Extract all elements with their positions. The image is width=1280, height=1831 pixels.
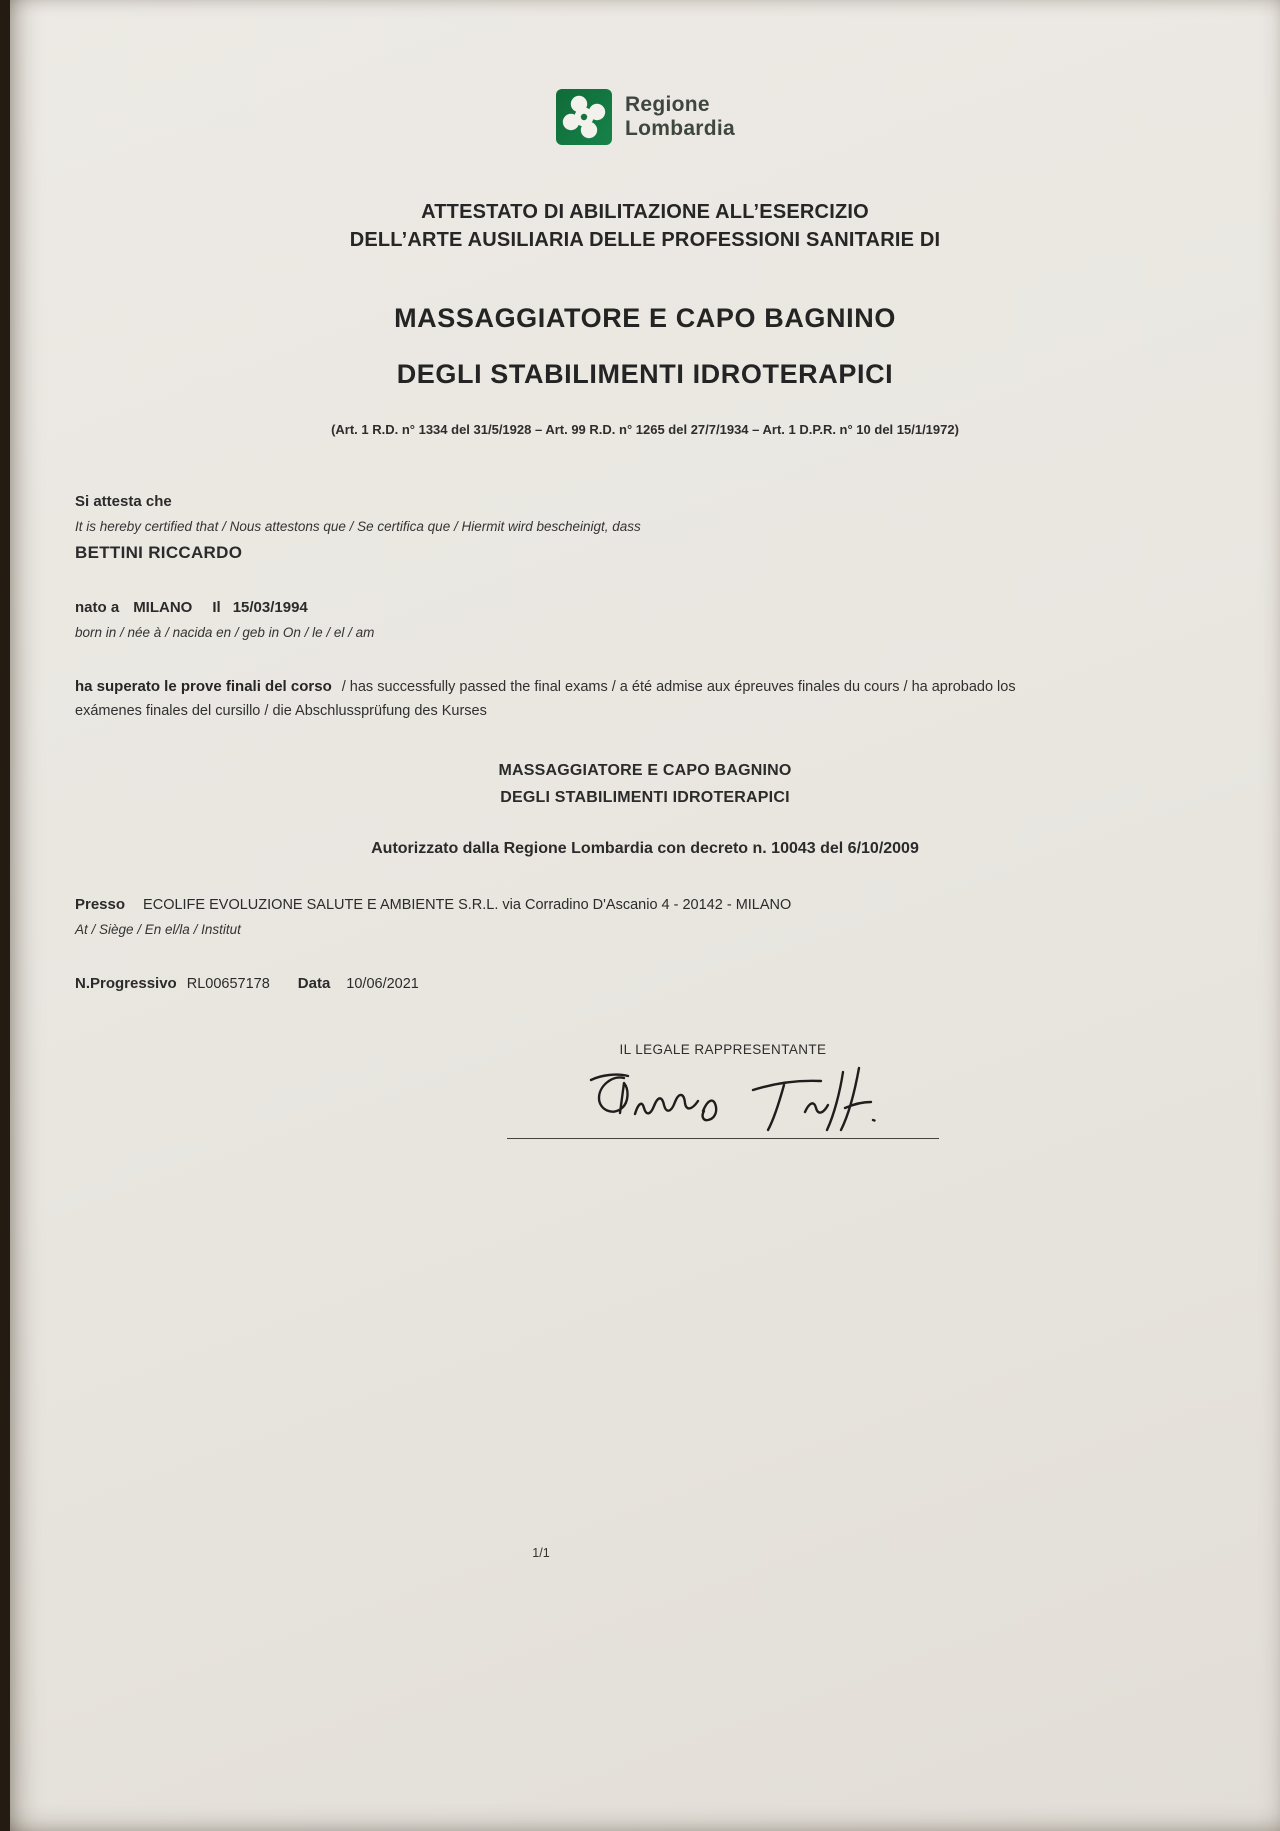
course-line-1: MASSAGGIATORE E CAPO BAGNINO — [498, 762, 792, 780]
authorization-line: Autorizzato dalla Regione Lombardia con decreto n. 10043 del 6/10/2009 — [371, 840, 919, 858]
progressivo-line — [75, 975, 1215, 992]
passed-paragraph — [75, 674, 1025, 724]
title-line-2: DELL’ARTE AUSILIARIA DELLE PROFESSIONI SANITARIE DI — [349, 229, 941, 252]
profession-line-2: DEGLI STABILIMENTI IDROTERAPICI — [396, 358, 894, 389]
birth-translation: born in / née à / nacida en / geb in On / le / el / am — [75, 624, 375, 640]
regione-lombardia-logo — [75, 88, 1215, 146]
attest-translation: It is hereby certified that / Nous attestons que / Se certifica que / Hiermit wird bescheinigt, dass — [75, 518, 641, 534]
data-value: 10/06/2021 — [346, 976, 419, 993]
data-label: Data — [297, 975, 331, 993]
law-reference: (Art. 1 R.D. n° 1334 del 31/5/1928 – Art. 99 R.D. n° 1265 del 27/7/1934 – Art. 1 D.P.R. n° 10 del 15/1/1972) — [331, 421, 959, 437]
progressivo-label: N.Progressivo — [75, 975, 177, 993]
logo-line-2: Lombardia — [624, 117, 736, 140]
certificate-page — [10, 0, 1280, 1831]
born-place: MILANO — [133, 598, 193, 616]
passed-translation: / has successfully passed the final exams / a été admise aux épreuves finales du cours / ha aprobado los exámenes finales del cursillo / die Abschlussprüfung des Kurses — [75, 678, 1016, 720]
person-name: BETTINI RICCARDO — [75, 542, 243, 562]
passed-label: ha superato le prove finali del corso — [75, 677, 332, 695]
certificate-title — [75, 198, 1215, 255]
profession-line-1: MASSAGGIATORE E CAPO BAGNINO — [394, 302, 896, 333]
born-label: nato a — [75, 598, 120, 616]
presso-translation: At / Siège / En el/la / Institut — [75, 922, 241, 938]
title-line-1: ATTESTATO DI ABILITAZIONE ALL’ESERCIZIO — [421, 201, 869, 223]
logo-line-1: Regione — [624, 93, 710, 117]
signature-block — [507, 1042, 939, 1139]
course-line-2: DEGLI STABILIMENTI IDROTERAPICI — [500, 789, 790, 807]
logo-wordmark — [625, 93, 735, 140]
birth-line — [75, 599, 1215, 616]
page-number: 1/1 — [532, 1546, 550, 1560]
presso-line — [75, 896, 1215, 913]
attest-label: Si attesta che — [75, 492, 172, 510]
progressivo-value: RL00657178 — [186, 976, 270, 993]
presso-label: Presso — [75, 896, 126, 914]
signature-ink — [507, 1052, 939, 1148]
presso-value: ECOLIFE EVOLUZIONE SALUTE E AMBIENTE S.R.L. via Corradino D'Ascanio 4 - 20142 - MILANO — [143, 897, 792, 914]
born-il-label: Il — [212, 598, 221, 616]
certificate-content — [10, 0, 1280, 1831]
rosa-camuna-icon — [555, 88, 613, 146]
born-date: 15/03/1994 — [232, 598, 308, 616]
signature-title: IL LEGALE RAPPRESENTANTE — [619, 1042, 827, 1058]
signature-line — [507, 1059, 939, 1139]
